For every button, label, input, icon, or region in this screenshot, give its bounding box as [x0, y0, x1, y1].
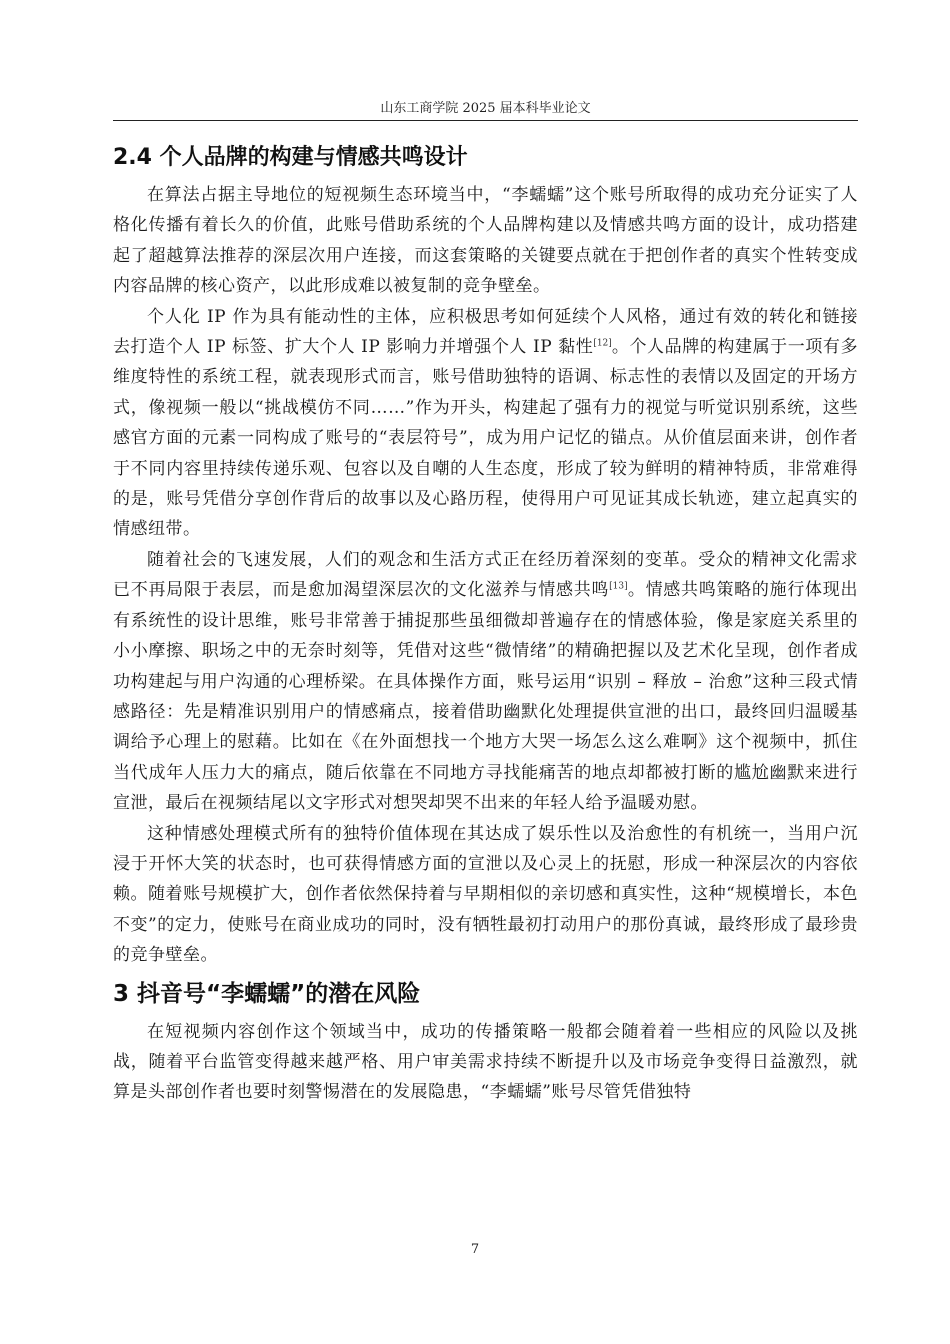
citation-ref: [13] [609, 581, 628, 592]
page-number: 7 [470, 1242, 480, 1257]
paragraph-text: 随着社会的飞速发展，人们的观念和生活方式正在经历着深刻的变革。受众的精神文化需求已不再局限于表层，而是愈加渴望深层次的文化滋养与情感共鸣 [113, 549, 858, 601]
paragraph [113, 302, 858, 545]
paragraph [113, 545, 858, 819]
paragraph-text: 。个人品牌的构建属于一项有多维度特性的系统工程，就表现形式而言，账号借助独特的语调、标志性的表情以及固定的开场方式，像视频一般以“挑战模仿不同……”作为开头，构建起了强有力的视觉与听觉识别系统，这些感官方面的元素一同构成了账号的“表层符号”，成为用户记忆的锚点。从价值层面来讲，创作者于不同内容里持续传递乐观、包容以及自嘲的人生态度，形成了较为鲜明的精神特质，非常难得的是，账号凭借分享创作背后的故事以及心路历程，使得用户可见证其成长轨迹，建立起真实的情感纽带。 [113, 337, 859, 540]
citation-ref: [12] [593, 338, 612, 349]
paragraph: 在短视频内容创作这个领域当中，成功的传播策略一般都会随着着一些相应的风险以及挑战，随着平台监管变得越来越严格、用户审美需求持续不断提升以及市场竞争变得日益激烈，就算是头部创作者也要时刻警惕潜在的发展隐患，“李蠕蠕”账号尽管凭借独特 [113, 1021, 858, 1103]
section-heading-2-4: 2.4 个人品牌的构建与情感共鸣设计 [113, 145, 468, 170]
paragraph-text: 。情感共鸣策略的施行体现出有系统性的设计思维，账号非常善于捕捉那些虽细微却普遍存在的情感体验，像是家庭关系里的小小摩擦、职场之中的无奈时刻等，凭借对这些“微情绪”的精确把握以及艺术化呈现，创作者成功构建起与用户沟通的心理桥梁。在具体操作方面，账号运用“识别 – 释放 – 治愈”这种三段式情感路径：先是精准识别用户的情感痛点，接着借助幽默化处理提供宣泄的出口，最终回归温暖基调给予心理上的慰藉。比如在《在外面想找一个地方大哭一场怎么这么难啊》这个视频中，抓住当代成年人压力大的痛点，随后依靠在不同地方寻找能痛苦的地点却都被打断的尴尬幽默来进行宣泄，最后在视频结尾以文字形式对想哭却哭不出来的年轻人给予温暖劝慰。 [113, 580, 858, 814]
running-header: 山东工商学院 2025 届本科毕业论文 [380, 101, 591, 116]
paragraph: 在算法占据主导地位的短视频生态环境当中，“李蠕蠕”这个账号所取得的成功充分证实了人格化传播有着长久的价值，此账号借助系统的个人品牌构建以及情感共鸣方面的设计，成功搭建起了超越算法推荐的深层次用户连接，而这套策略的关键要点就在于把创作者的真实个性转变成内容品牌的核心资产，以此形成难以被复制的竞争壁垒。 [113, 185, 858, 297]
paragraph: 这种情感处理模式所有的独特价值体现在其达成了娱乐性以及治愈性的有机统一，当用户沉浸于开怀大笑的状态时，也可获得情感方面的宣泄以及心灵上的抚慰，形成一种深层次的内容依赖。随着账号规模扩大，创作者依然保持着与早期相似的亲切感和真实性，这种“规模增长，本色不变”的定力，使账号在商业成功的同时，没有牺牲最初打动用户的那份真诚，最终形成了最珍贵的竞争壁垒。 [113, 823, 858, 966]
page-body [113, 140, 858, 1108]
section-heading-3: 3 抖音号“李蠕蠕”的潜在风险 [113, 980, 421, 1007]
paragraph-text: 个人化 IP 作为具有能动性的主体，应积极思考如何延续个人风格，通过有效的转化和链接去打造个人 IP 标签、扩大个人 IP 影响力并增强个人 IP 黏性 [113, 306, 858, 358]
header-rule [113, 120, 858, 121]
